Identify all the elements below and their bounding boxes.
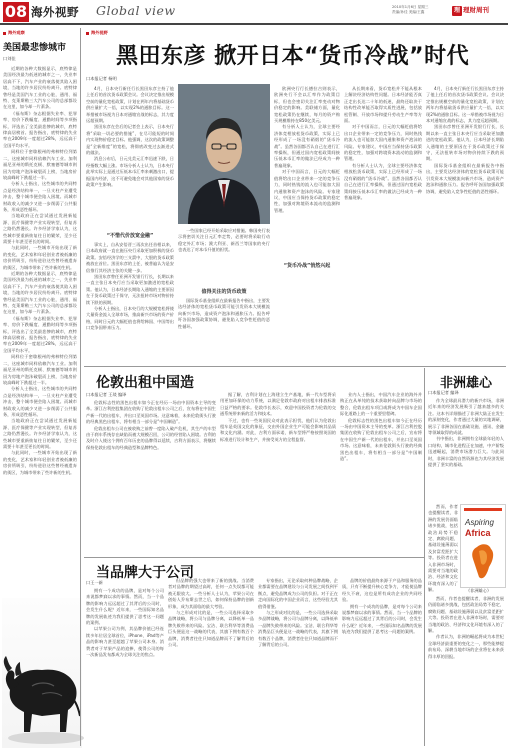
africa-paragraph: 书中指出，非洲拥有全球最年轻的人口结构，城市化进程正在加速，中产阶级迅速崛起，消费市场潜力巨大。与此同时，非洲丰富的自然资源也为其经济发展提供了坚实的基础。: [428, 436, 504, 468]
london-paragraph: 据了解，吉利计划在上海建立生产基地，新一代车型将采用更加环保的动力系统，以满足伦敦市政府对出租车排放标准日益严格的要求。伦敦市长表示，欢迎中国投资者为伦敦的交通系统带来新的活力和技术。: [220, 392, 336, 417]
feature-kicker: 海外视野: [86, 30, 108, 36]
london-headline: 伦敦出租中国造: [96, 375, 194, 391]
left-paragraph: 同样位于密歇根州的弗林特位列第二，这座城市同样依赖汽车工业。加利福尼亚州的斯托克顿、默塞德等城市则因为房地产泡沫破裂而上榜，当地房价较高峰时下跌超过一半。: [3, 354, 77, 385]
brand-paragraph: 专家指出，无论采取何种品牌战略，企业都需要在品牌建设与公司发展之间找到平衡点，避免品牌成为公司的负担。对于正在走向国际化的中国企业而言，这些经验尤其值得借鉴。: [258, 578, 338, 609]
africa-paragraph: 作者认为，非洲的崛起将成为本世纪全球经济最重要的变化之一，那些能够提前布局、深耕当地市场的企业将在未来获得丰厚的回报。: [428, 634, 504, 659]
brand-mark-icon: 理: [453, 7, 460, 14]
brand-byline: 口王一新: [86, 580, 103, 585]
brand-name: 理财周刊: [463, 6, 489, 14]
brand-paragraph: 以苹果公司为例，其品牌价值已经连续多年位居全球首位，iPhone、iPad等产品的影响力甚至超越了苹果公司本身。消费者对于苹果产品的追捧，使得公司的每一次新品发布都成为全球关注的焦点。: [86, 626, 164, 658]
feature-paragraph: 一些国家已经开始采取应对措施。韩国央行表示将密切关注日元汇率走势，必要时将采取行动稳定外汇市场；澳大利亚、新西兰等国家的央行也表达了对本币升值的担忧。: [178, 228, 270, 253]
brand-paragraph: 品牌的价值最终来源于产品和服务的品质，只有不断提升核心竞争力，才能使品牌经久不衰，这也是所有成功企业的共同经验。: [342, 578, 422, 603]
london-paragraph: 伦敦标志性的黑色出租车如今正在经历一场由中国资本主导的变革。浙江吉利控股集团在收购了伦敦出租车公司之后，宣布将在中国生产新一代的出租车，并出口至英国市场。这意味着，未来伦敦街头行驶的经典黑色出租车，将有相当一部分是“中国制造”。: [86, 400, 216, 425]
portrait-icon: [178, 84, 270, 224]
feature-paragraph: 对于中国而言，日元的大幅贬值将给出口企业带来一定的竞争压力，同时热钱的流入也可能加大国内通胀和资产泡沫的风险。专家建议，中国应当保持货币政策的稳定性，加强对跨境资本流动的监测和管理。: [344, 124, 422, 162]
left-paragraph: 《福布斯》杂志根据失业率、犯罪率、房价下跌幅度、通勤时间等多项指标，评选出了全美最悲惨的城市，底特律高居榜首。报告指出，底特律的失业率在2009年一度超过28%，远远高于全国平均水平。: [3, 110, 77, 148]
brand-paragraph: 与之形成对比的是，一些公司选择采取多品牌战略，将公司与品牌分离，以降低单一品牌失败带来的风险。宝洁、联合利华等消费品巨头便是这一战略的代表，其旗下拥有数百个品牌，消费者往往只知道品牌而不了解背后的公司。: [258, 610, 338, 648]
bull-photo: [2, 598, 82, 748]
feature-paragraph: 从长期来看，货币宽松并不能从根本上解决经济结构性问题。日本经济能否真正走出长达二十年的低迷，最终还取决于结构性改革能否取得实质性进展，包括放松管制、开放市场和提升劳动生产率等方面。: [344, 86, 422, 124]
header-rule: [0, 23, 508, 25]
section-title-en: Global view: [96, 3, 176, 18]
feature-paragraph: 对于中国而言，日元的大幅贬值将给出口企业带来一定的竞争压力，同时热钱的流入也可能加大国内通胀和资产泡沫的风险。专家建议，中国应当保持货币政策的稳定性，加强对跨境资本流动的监测和管理。: [274, 169, 340, 213]
london-body-3: [340, 392, 422, 554]
feature-paragraph: 消息公布后，日元兑美元汇率迅速下跌，日经指数大幅上涨。市场分析人士认为，日本央行此举实际上是通过压低本币汇率来刺激出口，提振国内经济，这不可避免地会对其他国家的货币政策产生影响。: [86, 156, 174, 188]
africa-headline: 非洲雄心: [440, 376, 493, 391]
left-kicker: 海外观察: [3, 30, 25, 36]
brand-paragraph: 拥有一个成功的品牌，是对每个公司来说都梦寐以求的事情。然而，当一个品牌的影响力远远超过了其背后的公司时，会发生什么呢？近年来，一些国际知名品牌的发展轨迹为我们提供了思考这一问题的案例。: [342, 603, 422, 635]
feature-paragraph: 事实上，自从安倍晋三再次出任首相以来，日本政府就一直在施压央行采取更加积极的货币政策。安倍经济学的三支箭中，大胆的货币政策被放在首位。黑田东彦的上任，被普遍认为是安倍推行其经济主张的关键一步。: [86, 242, 174, 273]
london-byline: 口本报记者 王琰 编译: [86, 392, 127, 397]
feature-paragraph: 有分析人士认为，全球主要经济体竞相放松货币政策，实际上已经形成了一场没有硝烟的“货币冷战”。虽然各国都否认自己在进行汇率操纵，但通过国内宽松政策间接压低本币汇率的做法已经成为一种普遍现象。: [344, 162, 422, 200]
left-paragraph: 当地政府正在尝试通过发展新能源、医疗保健等产业实现转型，但复苏之路仍然漫长。许多经济学家认为，这些城市要重新恢复往日的繁荣，至少还需要十年甚至更长的时间。: [3, 213, 77, 244]
feature-headline: 黑田东彦 掀开日本“货币冷战”时代: [116, 44, 470, 69]
feature-body-b2: [178, 228, 270, 284]
feature-body-c2: [274, 86, 340, 362]
section-title-cn: 海外视野: [31, 5, 79, 19]
brand-body-3: [258, 578, 338, 746]
africa-paragraph: 然而，作者也提醒读者，非洲的发展仍面临诸多挑战，包括政治局势不稳定、腐败问题、基础设施薄弱以及贫富差距扩大等。投资者在进入非洲市场时，需要对当地的政治、经济和文化环境有深入的了解。: [428, 596, 504, 634]
feature-paragraph: 分析人士指出，日本央行的大规模宽松将使大量资金流入全球市场，推高新兴市场的资产价格，同时日元的大幅贬值也将给韩国、中国等出口竞争国带来压力。: [86, 306, 174, 331]
issue-editors: 责编/孙佳 美编/王鑫: [392, 10, 425, 14]
africa-paragraph: 作为全球最具潜力的新兴市场，非洲近年来的经济发展吸引了越来越多的关注。这本书详细描述了非洲大陆正在发生的深刻变化，作者通过大量的实地调研，展示了非洲各国在基础设施、通讯、金融等领域取得的成就。: [428, 398, 504, 436]
feature-body-c3: [344, 86, 422, 362]
book-cover: [460, 504, 506, 588]
feature-paragraph: 国际货币基金组织在最新报告中指出，主要发达经济体的宽松货币政策可能引发资本大规模流向新兴市场，造成资产泡沫和通胀压力。报告呼吁各国加强政策协调，避免陷入竞争性贬值的恶性循环。: [178, 298, 270, 329]
book-title-1: Aspiring: [465, 518, 494, 527]
feature-subhead-1: “不惜代价放宽金融”: [106, 233, 154, 239]
brand-body-4: [342, 578, 422, 746]
africa-body-3: [428, 596, 504, 746]
issue-date: 2010年1月6日 星期三: [392, 5, 429, 9]
left-paragraph: 近期的各种大数据显示，底特律是美国经济最为低迷的城市之一，失业率居高不下，汽车产业的衰落使其陷入困境，当地的许多居民纷纷离开。底特律曾经是美国汽车工业的心脏，通用、福特、克莱斯勒三大汽车公司的总部都设在这里，如今却一片萧条。: [3, 66, 77, 110]
column-divider: [80, 28, 81, 746]
brand-body-1: [86, 588, 164, 746]
feature-paragraph: 4月，日本央行新任行长黑田东彦主持了他上任后的首次货币政策会议。会议决定推出规模空前的量化宽松政策，计划在两年内将基础货币供应量扩大一倍，以实现2%的通胀目标。这一举措被市场视为日本对通缩宣战的标志，其力度远超预期。: [86, 86, 174, 124]
section-divider: [84, 557, 424, 558]
issue-meta: [392, 5, 452, 15]
kuroda-photo: [178, 84, 270, 224]
book-title-2: Africa: [465, 528, 491, 538]
feature-paragraph: 黑田东彦在会后的记者会上表示，日本央行将“采取一切必要的措施”，在尽可能短的时间内实现物价稳定目标。他强调，这次的政策调整是“全新维度”的宽松，将彻底改变过去渐进式的做法。: [86, 124, 174, 156]
column-divider: [424, 368, 425, 746]
feature-paragraph: 欧洲央行行长德拉吉则表示，欧洲央行不会以汇率作为政策目标，但也会密切关注汇率变动对物价稳定的影响。美联储方面，量化宽松政策仍在继续，每月的资产购买规模维持在850亿美元。: [274, 86, 340, 124]
left-paragraph: 与此同时，一些城市开始出现了新的变化，艺术家和年轻创业者被低廉的房价所吸引，纷纷进驻这些曾经被遗弃的街区，为城市带来了些许新的生机。: [3, 450, 77, 475]
feature-byline: 口本报记者 杨明: [86, 76, 117, 81]
feature-paragraph: 国际货币基金组织在最新报告中指出，主要发达经济体的宽松货币政策可能引发资本大规模流向新兴市场，造成资产泡沫和通胀压力。报告呼吁各国加强政策协调，避免陷入竞争性贬值的恶性循环。: [426, 162, 504, 194]
bull-statue-icon: [2, 598, 82, 748]
left-paragraph: 分析人士指出，这些城市的共同特点是经济结构单一，一旦支柱产业遭受冲击，整个城市便会陷入困境。而城市财政收入的减少又进一步削弱了公共服务，形成恶性循环。: [3, 386, 77, 417]
left-paragraph: 当地政府正在尝试通过发展新能源、医疗保健等产业实现转型，但复苏之路仍然漫长。许多经济学家认为，这些城市要重新恢复往日的繁荣，至少还需要十年甚至更长的时间。: [3, 418, 77, 449]
book-cover-icon: [461, 505, 505, 587]
feature-paragraph: 黑田东彦曾任亚洲开发银行行长，长期以来一直主张日本央行应当采取更加激进的宽松政策。他认为，日本经济长期陷入通缩的主要原因在于货币政策过于保守，无法扭转市场对物价持续下跌的预期。: [426, 124, 504, 162]
feature-body-a: [86, 86, 174, 228]
page-number: 08: [4, 2, 28, 21]
brand-paragraph: 拥有一个成功的品牌，是对每个公司来说都梦寐以求的事情。然而，当一个品牌的影响力远远超过了其背后的公司时，会发生什么呢？近年来，一些国际知名品牌的发展轨迹为我们提供了思考这一问题的案例。: [86, 588, 164, 626]
africa-body-2: [428, 504, 458, 593]
left-paragraph: 《福布斯》杂志根据失业率、犯罪率、房价下跌幅度、通勤时间等多项指标，评选出了全美最悲惨的城市，底特律高居榜首。报告指出，底特律的失业率在2009年一度超过28%，远远高于全国平均水平。: [3, 315, 77, 353]
feature-body-b: [86, 242, 174, 362]
london-paragraph: 伦敦标志性的黑色出租车如今正在经历一场由中国资本主导的变革。浙江吉利控股集团在收购了伦敦出租车公司之后，宣布将在中国生产新一代的出租车，并出口至英国市场。这意味着，未来伦敦街头行驶的经典黑色出租车，将有相当一部分是“中国制造”。: [340, 417, 422, 462]
feature-body-c4: [426, 86, 504, 362]
africa-byline: 口本报记者 编译: [428, 390, 459, 395]
section-divider: [84, 366, 506, 367]
left-body: [3, 66, 77, 598]
feature-subhead-3: 值得关注的货币政策: [201, 289, 247, 295]
brand-paragraph: 但品牌的强大也带来了新的挑战。当消费者对品牌的期望过高时，任何一点失误都可能被无限放大。一些分析人士认为，苹果公司在创始人乔布斯去世之后，如何保持品牌的创新形象，成为其面临的最大考验。: [168, 578, 254, 609]
left-paragraph: 近期的各种大数据显示，底特律是美国经济最为低迷的城市之一，失业率居高不下，汽车产业的衰落使其陷入困境，当地的许多居民纷纷离开。底特律曾经是美国汽车工业的心脏，通用、福特、克莱斯勒三大汽车公司的总部都设在这里，如今却一片萧条。: [3, 271, 77, 315]
feature-paragraph: 4月，日本央行新任行长黑田东彦主持了他上任后的首次货币政策会议。会议决定推出规模空前的量化宽松政策，计划在两年内将基础货币供应量扩大一倍，以实现2%的通胀目标。这一举措被市场视为日本对通缩宣战的标志，其力度远超预期。: [426, 86, 504, 124]
feature-subhead-2: “货币冷战”悄然兴起: [274, 262, 340, 269]
left-paragraph: 分析人士指出，这些城市的共同特点是经济结构单一，一旦支柱产业遭受冲击，整个城市便会陷入困境。而城市财政收入的减少又进一步削弱了公共服务，形成恶性循环。: [3, 181, 77, 212]
feature-body-c1: [178, 298, 270, 362]
book-caption: 《非洲雄心》: [466, 588, 492, 593]
brand-paragraph: 与之形成对比的是，一些公司选择采取多品牌战略，将公司与品牌分离，以降低单一品牌失败带来的风险。宝洁、联合利华等消费品巨头便是这一战略的代表，其旗下拥有数百个品牌，消费者往往只知道品牌而不了解背后的公司。: [168, 610, 254, 648]
africa-body-1: [428, 398, 504, 502]
brand-logo: [452, 5, 489, 16]
brand-headline: 当品牌大于公司: [96, 565, 194, 581]
london-body-1: [86, 400, 216, 554]
london-paragraph: 伦敦出租车公司在被收购之前曾一度陷入破产危机，其生产的车型由于刹车系统存在缺陷而被大规模召回，公司的经营陷入困境。吉利的及时介入使这个拥有百年历史的品牌得以延续，吉利方面表示，将继续保持伦敦出租车的经典造型和品牌特色。: [86, 425, 216, 450]
left-byline: 口刘佳: [3, 56, 16, 61]
left-paragraph: 同样位于密歇根州的弗林特位列第二，这座城市同样依赖汽车工业。加利福尼亚州的斯托克顿、默塞德等城市则因为房地产泡沫破裂而上榜，当地房价较高峰时下跌超过一半。: [3, 149, 77, 180]
africa-paragraph: 然而，作者也提醒读者，非洲的发展仍面临诸多挑战，包括政治局势不稳定、腐败问题、基础设施薄弱以及贫富差距扩大等。投资者在进入非洲市场时，需要对当地的政治、经济和文化环境有深入的了解。: [428, 504, 458, 593]
left-paragraph: 与此同时，一些城市开始出现了新的变化，艺术家和年轻创业者被低廉的房价所吸引，纷纷进驻这些曾经被遗弃的街区，为城市带来了些许新的生机。: [3, 245, 77, 270]
feature-paragraph: 有分析人士认为，全球主要经济体竞相放松货币政策，实际上已经形成了一场没有硝烟的“货币冷战”。虽然各国都否认自己在进行汇率操纵，但通过国内宽松政策间接压低本币汇率的做法已经成为一种普遍现象。: [274, 124, 340, 168]
left-headline: 美国最悲惨城市: [3, 43, 67, 53]
london-body-2: [220, 392, 336, 554]
london-paragraph: 业内人士指出，中国汽车企业的海外并购正在从单纯的技术获取转向品牌与市场的整合，伦敦出租车项目或将成为中国车企国际化道路上的一个重要里程碑。: [340, 392, 422, 417]
feature-paragraph: 黑田东彦曾任亚洲开发银行行长，长期以来一直主张日本央行应当采取更加激进的宽松政策。他认为，日本经济长期陷入通缩的主要原因在于货币政策过于保守，无法扭转市场对物价持续下跌的预期。: [86, 274, 174, 305]
brand-body-2: [168, 578, 254, 746]
london-paragraph: 不过，也有一些英国民众对此表示担忧，他们认为伦敦出租车是英国文化的象征，交由外国企业生产可能会影响其品质和文化内涵。对此，吉利方面承诺，新车型将严格按照英国的标准进行设计和生产，并接受英方的全程监督。: [220, 417, 336, 442]
